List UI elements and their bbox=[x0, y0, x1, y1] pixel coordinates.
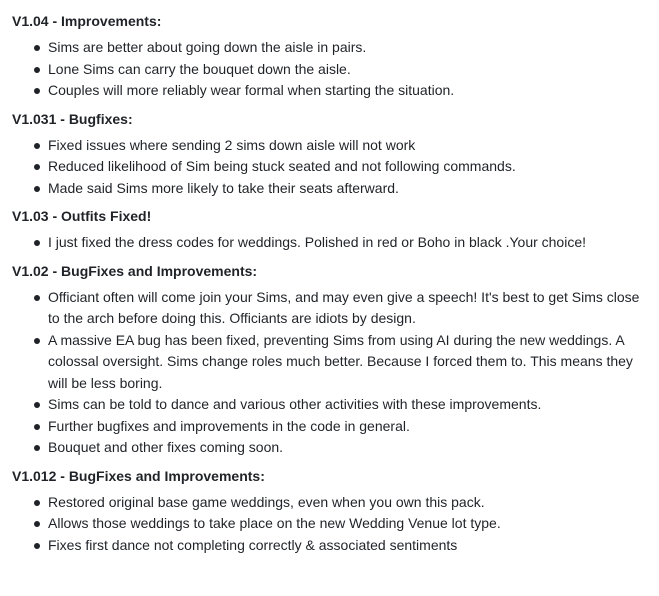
note-text: Allows those weddings to take place on the new Wedding Venue lot type. bbox=[48, 515, 501, 531]
list-item bbox=[34, 37, 647, 59]
note-text: Restored original base game weddings, even when you own this pack. bbox=[48, 493, 485, 510]
note-text: Officiant often will come join your Sims, and may even give a speech! It's best to get Sims close to the arch before doing this. Officiants are idiots by design. bbox=[48, 288, 640, 326]
bullet-icon bbox=[34, 445, 40, 451]
notes-list bbox=[12, 135, 647, 200]
bullet-icon bbox=[34, 240, 40, 246]
bullet-icon bbox=[34, 295, 40, 301]
bullet-icon bbox=[34, 88, 40, 94]
version-heading: V1.02 - BugFixes and Improvements: bbox=[12, 262, 258, 279]
list-item bbox=[34, 535, 647, 557]
bullet-icon bbox=[34, 402, 40, 408]
note-text: Lone Sims can carry the bouquet down the aisle. bbox=[48, 60, 351, 77]
list-item bbox=[34, 80, 647, 102]
list-item bbox=[34, 416, 647, 438]
bullet-icon bbox=[34, 500, 40, 506]
note-text: Sims are better about going down the aisle in pairs. bbox=[48, 39, 367, 55]
list-item bbox=[34, 156, 647, 178]
note-text: Reduced likelihood of Sim being stuck seated and not following commands. bbox=[48, 158, 516, 174]
list-item bbox=[34, 59, 647, 81]
bullet-icon bbox=[34, 521, 40, 527]
list-item bbox=[34, 492, 647, 514]
version-section bbox=[12, 203, 647, 254]
version-heading: V1.012 - BugFixes and Improvements: bbox=[12, 467, 265, 484]
note-text: Couples will more reliably wear formal when starting the situation. bbox=[48, 82, 455, 98]
bullet-icon bbox=[34, 143, 40, 149]
note-text: Sims can be told to dance and various other activities with these improvements. bbox=[48, 396, 542, 412]
bullet-icon bbox=[34, 186, 40, 192]
bullet-icon bbox=[34, 45, 40, 51]
note-text: A massive EA bug has been fixed, preventing Sims from using AI during the new weddings. A colossal oversight. Sims change roles much better. Because I forced them to. This means they will be less boring. bbox=[48, 331, 633, 391]
notes-list bbox=[12, 232, 647, 254]
list-item bbox=[34, 394, 647, 416]
notes-list bbox=[12, 287, 647, 459]
bullet-icon bbox=[34, 338, 40, 344]
note-text: Fixes first dance not completing correctly & associated sentiments bbox=[48, 536, 458, 553]
note-text: Fixed issues where sending 2 sims down aisle will not work bbox=[48, 136, 416, 153]
bullet-icon bbox=[34, 543, 40, 549]
bullet-icon bbox=[34, 424, 40, 430]
list-item bbox=[34, 178, 647, 200]
note-text: Further bugfixes and improvements in the code in general. bbox=[48, 417, 410, 434]
list-item bbox=[34, 330, 647, 395]
note-text: Bouquet and other fixes coming soon. bbox=[48, 439, 284, 455]
notes-list bbox=[12, 492, 647, 557]
bullet-icon bbox=[34, 164, 40, 170]
list-item bbox=[34, 135, 647, 157]
list-item bbox=[34, 437, 647, 459]
notes-list bbox=[12, 37, 647, 102]
list-item bbox=[34, 232, 647, 254]
version-section bbox=[12, 106, 647, 200]
bullet-icon bbox=[34, 67, 40, 73]
version-heading: V1.03 - Outfits Fixed! bbox=[12, 208, 152, 224]
version-section bbox=[12, 258, 647, 459]
note-text: I just fixed the dress codes for weddings. Polished in red or Boho in black .Your choice! bbox=[48, 234, 587, 250]
version-section bbox=[12, 8, 647, 102]
list-item bbox=[34, 287, 647, 330]
list-item bbox=[34, 513, 647, 535]
version-heading: V1.04 - Improvements: bbox=[12, 13, 162, 29]
version-heading: V1.031 - Bugfixes: bbox=[12, 110, 133, 127]
note-text: Made said Sims more likely to take their seats afterward. bbox=[48, 179, 399, 196]
version-section bbox=[12, 463, 647, 557]
